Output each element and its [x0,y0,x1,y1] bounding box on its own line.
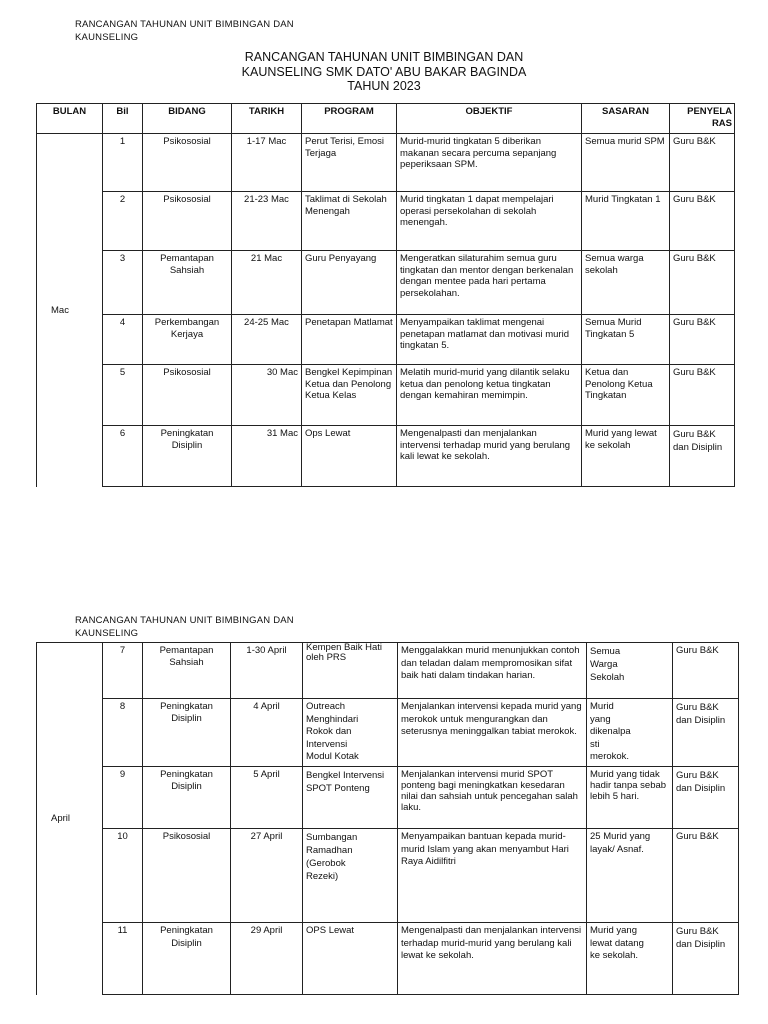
table-row [37,699,739,767]
tarikh-cell: 21 Mac [232,251,302,315]
objektif-cell: Mengenalpasti dan menjalankan intervensi terhadap murid yang berulang kali lewat ke sekolah. [397,426,582,487]
program-cell: Guru Penyayang [302,251,397,315]
sasaran-cell: 25 Murid yang layak/ Asnaf. [587,829,673,923]
bil-cell: 6 [103,426,143,487]
penyelaras-cell: Guru B&K dan Disiplin [673,923,739,995]
bidang-cell: Peningkatan Disiplin [143,426,232,487]
program-cell: Ops Lewat [302,426,397,487]
sasaran-cell: Semua Murid Tingkatan 5 [582,315,670,365]
objektif-cell: Menyampaikan taklimat mengenai penetapan matlamat dan motivasi murid tingkatan 5. [397,315,582,365]
running-header-page-2: RANCANGAN TAHUNAN UNIT BIMBINGAN DAN KAUNSELING [75,615,294,636]
table-row [37,192,735,251]
objektif-cell: Mengenalpasti dan menjalankan intervensi terhadap murid-murid yang berulang kali lewat ke sekolah. [398,923,587,995]
tarikh-cell: 4 April [231,699,303,767]
penyelaras-cell: Guru B&K [673,643,739,699]
title-line-3: TAHUN 2023 [347,79,421,93]
table-row [37,426,735,487]
tarikh-cell: 29 April [231,923,303,995]
bil-cell: 9 [103,767,143,829]
sasaran-cell: Murid yang tidak hadir tanpa sebab lebih 5 hari. [587,767,673,829]
objektif-cell: Menjalankan intervensi kepada murid yang merokok untuk mengurangkan dan seterusnya meninggalkan tabiat merokok. [398,699,587,767]
sasaran-cell [587,699,673,767]
program-cell: Kempen Baik Hati oleh PRS [303,643,398,699]
penyelaras-cell: Guru B&K [673,829,739,923]
sasaran-text: Semua Warga Sekolah [590,646,625,683]
sasaran-text: Murid yang dikenalpa sti merokok. [590,701,631,762]
sasaran-cell: Murid Tingkatan 1 [582,192,670,251]
plan-table-mac [36,103,735,487]
column-header-penyelaras: PENYELA RAS [670,104,735,134]
sasaran-cell: Murid yang lewat ke sekolah [582,426,670,487]
bil-cell: 3 [103,251,143,315]
column-header-objektif: OBJEKTIF [397,104,582,134]
objektif-cell: Menyampaikan bantuan kepada murid-murid Islam yang akan menyambut Hari Raya Aidilfitri [398,829,587,923]
objektif-cell: Mengeratkan silaturahim semua guru tingkatan dan mentor dengan berkenalan dengan mentee pada hari pertama persekolahan. [397,251,582,315]
table-header-row [37,104,735,134]
table-row [37,923,739,995]
tarikh-cell: 30 Mac [232,365,302,426]
bil-cell: 8 [103,699,143,767]
tarikh-cell: 27 April [231,829,303,923]
program-cell: Perut Terisi, Emosi Terjaga [302,134,397,192]
penyelaras-cell: Guru B&K [670,315,735,365]
tarikh-cell: 24-25 Mac [232,315,302,365]
program-text: Bengkel Intervensi SPOT Ponteng [306,770,385,794]
bulan-cell: Mac [37,134,103,487]
program-cell [303,699,398,767]
column-header-bidang: BIDANG [143,104,232,134]
penyelaras-cell: Guru B&K [670,192,735,251]
bil-cell: 5 [103,365,143,426]
program-cell [303,767,398,829]
penyelaras-cell: Guru B&K [670,365,735,426]
bidang-cell: Peningkatan Disiplin [143,767,231,829]
sasaran-cell [587,643,673,699]
document-title [0,50,768,94]
tarikh-cell: 5 April [231,767,303,829]
table-row [37,643,739,699]
title-line-2: KAUNSELING SMK DATO' ABU BAKAR BAGINDA [241,64,527,79]
objektif-cell: Menggalakkan murid menunjukkan contoh dan teladan dalam mempromosikan sifat baik hati dalam tindakan harian. [398,643,587,699]
bidang-cell: Peningkatan Disiplin [143,699,231,767]
tarikh-cell: 31 Mac [232,426,302,487]
bil-cell: 2 [103,192,143,251]
tarikh-cell: 1-17 Mac [232,134,302,192]
objektif-cell: Murid tingkatan 1 dapat mempelajari operasi persekolahan di sekolah menengah. [397,192,582,251]
bidang-cell: Psikososial [143,829,231,923]
sasaran-cell: Semua murid SPM [582,134,670,192]
bidang-cell: Pemantapan Sahsiah [143,643,231,699]
sasaran-cell: Ketua dan Penolong Ketua Tingkatan [582,365,670,426]
penyelaras-cell: Guru B&K [670,251,735,315]
program-text: Outreach Menghindari Rokok dan Intervensi Modul Kotak [306,701,359,762]
column-header-tarikh: TARIKH [232,104,302,134]
sasaran-cell: Semua warga sekolah [582,251,670,315]
bidang-cell: Psikososial [143,134,232,192]
objektif-cell: Murid-murid tingkatan 5 diberikan makanan secara percuma sepanjang peperiksaan SPM. [397,134,582,192]
table-row [37,134,735,192]
program-cell: OPS Lewat [303,923,398,995]
program-text: Sumbangan Ramadhan (Gerobok Rezeki) [306,832,358,882]
title-line-1: RANCANGAN TAHUNAN UNIT BIMBINGAN DAN [244,50,524,64]
table-row [37,767,739,829]
bidang-cell: Psikososial [143,365,232,426]
bil-cell: 7 [103,643,143,699]
bidang-cell: Psikososial [143,192,232,251]
column-header-bil: Bil [103,104,143,134]
table-row [37,829,739,923]
bil-cell: 10 [103,829,143,923]
bidang-cell: Perkembangan Kerjaya [143,315,232,365]
program-cell [303,829,398,923]
bil-cell: 4 [103,315,143,365]
table-row [37,315,735,365]
objektif-cell: Menjalankan intervensi murid SPOT ponteng bagi meningkatkan kesedaran nilai dan sahsiah untuk pencegahan salah laku. [398,767,587,829]
sasaran-cell [587,923,673,995]
table-row [37,251,735,315]
penyelaras-cell: Guru B&K [670,134,735,192]
bidang-cell: Peningkatan Disiplin [143,923,231,995]
column-header-bulan: BULAN [37,104,103,134]
column-header-program: PROGRAM [302,104,397,134]
tarikh-cell: 21-23 Mac [232,192,302,251]
table-row [37,365,735,426]
penyelaras-cell: Guru B&K dan Disiplin [673,699,739,767]
column-header-sasaran: SASARAN [582,104,670,134]
program-cell: Taklimat di Sekolah Menengah [302,192,397,251]
bulan-cell: April [37,643,103,995]
program-cell: Penetapan Matlamat [302,315,397,365]
penyelaras-cell: Guru B&K dan Disiplin [670,426,735,487]
bil-cell: 1 [103,134,143,192]
tarikh-cell: 1-30 April [231,643,303,699]
plan-table-april [36,642,739,995]
sasaran-text: Murid yang lewat datang ke sekolah. [590,925,644,961]
program-cell: Bengkel Kepimpinan Ketua dan Penolong Ketua Kelas [302,365,397,426]
running-header-page-1: RANCANGAN TAHUNAN UNIT BIMBINGAN DAN KAUNSELING [75,19,294,40]
bidang-cell: Pemantapan Sahsiah [143,251,232,315]
penyelaras-cell: Guru B&K dan Disiplin [673,767,739,829]
bil-cell: 11 [103,923,143,995]
objektif-cell: Melatih murid-murid yang dilantik selaku ketua dan penolong ketua tingkatan dengan kemahiran memimpin. [397,365,582,426]
